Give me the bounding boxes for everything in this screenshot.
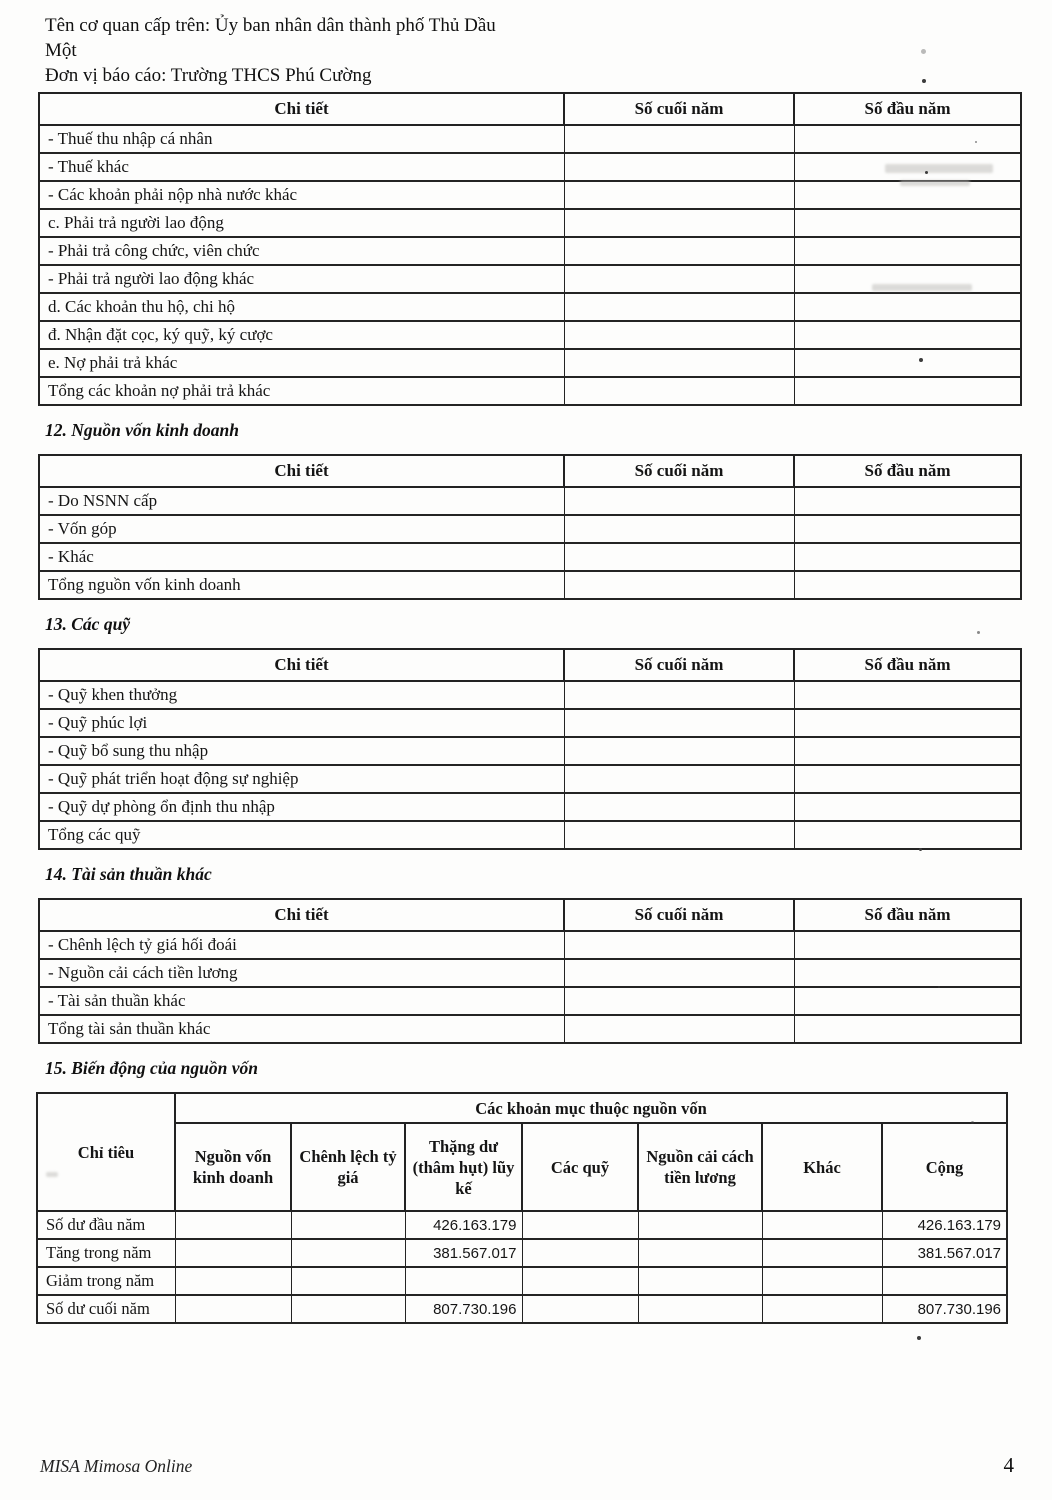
col-header-salary-reform: Nguồn cải cách tiền lương: [638, 1123, 762, 1211]
value-cell: 807.730.196: [405, 1295, 522, 1323]
cell-year-start: [794, 1015, 1021, 1043]
table-row: [39, 821, 1021, 849]
table-row: [37, 1239, 1007, 1267]
row-label: Tổng tài sản thuần khác: [39, 1015, 564, 1043]
scan-artifact: [885, 164, 993, 173]
cell-year-end: [564, 765, 794, 793]
row-label: - Nguồn cải cách tiền lương: [39, 959, 564, 987]
row-label: - Thuế thu nhập cá nhân: [39, 125, 564, 153]
table-row: [39, 987, 1021, 1015]
cell-year-start: [794, 209, 1021, 237]
row-label: d. Các khoản thu hộ, chi hộ: [39, 293, 564, 321]
cell-year-end: [564, 209, 794, 237]
cell-year-start: [794, 681, 1021, 709]
scan-artifact: [921, 49, 926, 54]
col-header-detail: Chi tiết: [39, 93, 564, 125]
cell-year-start: [794, 293, 1021, 321]
cell-year-start: [794, 237, 1021, 265]
cell-year-end: [564, 1015, 794, 1043]
cell-year-end: [564, 293, 794, 321]
table-row: [39, 709, 1021, 737]
table-row: [39, 349, 1021, 377]
superior-agency-line: Tên cơ quan cấp trên: Ủy ban nhân dân thành phố Thủ Dầu: [45, 15, 496, 36]
cell-year-start: [794, 515, 1021, 543]
row-label: - Tài sản thuần khác: [39, 987, 564, 1015]
value-cell: [638, 1267, 762, 1295]
cell-year-end: [564, 377, 794, 405]
scan-artifact: [975, 141, 977, 143]
value-cell: [762, 1295, 882, 1323]
scan-artifact: [971, 1121, 974, 1124]
value-cell: [638, 1295, 762, 1323]
value-cell: [522, 1295, 638, 1323]
cell-year-end: [564, 987, 794, 1015]
col-header-funds: Các quỹ: [522, 1123, 638, 1211]
cell-year-start: [794, 377, 1021, 405]
table-row: [39, 487, 1021, 515]
cell-year-end: [564, 821, 794, 849]
col-header-year-end: Số cuối năm: [564, 93, 794, 125]
col-header-detail: Chi tiết: [39, 649, 564, 681]
table-row: [39, 765, 1021, 793]
table-header-row: [39, 93, 1021, 125]
document-header: [45, 0, 1052, 88]
row-label: Tổng các quỹ: [39, 821, 564, 849]
col-header-year-end: Số cuối năm: [564, 899, 794, 931]
row-label: - Các khoản phải nộp nhà nước khác: [39, 181, 564, 209]
row-label: c. Phải trả người lao động: [39, 209, 564, 237]
col-header-detail: Chi tiết: [39, 899, 564, 931]
col-header-business-capital: Nguồn vốn kinh doanh: [175, 1123, 291, 1211]
value-cell: [291, 1239, 405, 1267]
cell-year-end: [564, 737, 794, 765]
reporting-unit-line: Đơn vị báo cáo: Trường THCS Phú Cường: [45, 65, 372, 86]
row-label: - Quỹ khen thưởng: [39, 681, 564, 709]
section-heading-12: 12. Nguồn vốn kinh doanh: [45, 420, 240, 440]
value-cell: [762, 1211, 882, 1239]
section-heading-13: 13. Các quỹ: [45, 614, 131, 634]
cell-year-end: [564, 515, 794, 543]
cell-year-end: [564, 681, 794, 709]
col-header-capital-items-span: Các khoản mục thuộc nguồn vốn: [175, 1093, 1007, 1123]
value-cell: 807.730.196: [882, 1295, 1007, 1323]
cell-year-end: [564, 153, 794, 181]
scan-artifact: [919, 848, 922, 851]
row-label: - Quỹ bổ sung thu nhập: [39, 737, 564, 765]
row-label: - Quỹ phát triển hoạt động sự nghiệp: [39, 765, 564, 793]
cell-year-end: [564, 349, 794, 377]
cell-year-end: [564, 571, 794, 599]
scan-artifact: [917, 1336, 921, 1340]
table-row: [39, 377, 1021, 405]
scan-artifact: [938, 986, 940, 988]
cell-year-end: [564, 931, 794, 959]
table-row: [37, 1211, 1007, 1239]
cell-year-start: [794, 543, 1021, 571]
table-row: [39, 237, 1021, 265]
cell-year-start: [794, 487, 1021, 515]
value-cell: [762, 1239, 882, 1267]
cell-year-end: [564, 125, 794, 153]
row-label: Tổng nguồn vốn kinh doanh: [39, 571, 564, 599]
cell-year-end: [564, 543, 794, 571]
table-header-row: [39, 455, 1021, 487]
value-cell: [175, 1295, 291, 1323]
value-cell: 381.567.017: [405, 1239, 522, 1267]
value-cell: [638, 1239, 762, 1267]
value-cell: [405, 1267, 522, 1295]
cell-year-end: [564, 321, 794, 349]
col-header-total: Cộng: [882, 1123, 1007, 1211]
col-header-year-start: Số đầu năm: [794, 93, 1021, 125]
movement-header-row-1: [37, 1093, 1007, 1123]
value-cell: [882, 1267, 1007, 1295]
capital-movement-table: [36, 1092, 1008, 1324]
row-label: - Quỹ phúc lợi: [39, 709, 564, 737]
value-cell: 426.163.179: [882, 1211, 1007, 1239]
row-label: - Quỹ dự phòng ổn định thu nhập: [39, 793, 564, 821]
table-row: [39, 1015, 1021, 1043]
value-cell: [175, 1267, 291, 1295]
col-header-criteria: Chỉ tiêu: [37, 1093, 175, 1211]
value-cell: [291, 1295, 405, 1323]
table-row: [39, 543, 1021, 571]
row-label: Tăng trong năm: [37, 1239, 175, 1267]
col-header-accumulated-surplus: Thặng dư (thâm hụt) lũy kế: [405, 1123, 522, 1211]
row-label: - Do NSNN cấp: [39, 487, 564, 515]
col-header-detail: Chi tiết: [39, 455, 564, 487]
col-header-year-end: Số cuối năm: [564, 649, 794, 681]
col-header-other: Khác: [762, 1123, 882, 1211]
col-header-year-start: Số đầu năm: [794, 899, 1021, 931]
cell-year-start: [794, 959, 1021, 987]
cell-year-start: [794, 737, 1021, 765]
scan-artifact: [925, 171, 928, 174]
table-row: [37, 1267, 1007, 1295]
other-net-assets-table: [38, 898, 1022, 1044]
row-label: - Phải trả công chức, viên chức: [39, 237, 564, 265]
funds-table: [38, 648, 1022, 850]
col-header-exchange-diff: Chênh lệch tỷ giá: [291, 1123, 405, 1211]
cell-year-start: [794, 987, 1021, 1015]
value-cell: [175, 1239, 291, 1267]
value-cell: [291, 1267, 405, 1295]
cell-year-end: [564, 487, 794, 515]
movement-header-row-2: [37, 1123, 1007, 1211]
cell-year-end: [564, 265, 794, 293]
table-header-row: [39, 899, 1021, 931]
cell-year-end: [564, 181, 794, 209]
scan-artifact: [922, 79, 926, 83]
cell-year-end: [564, 793, 794, 821]
col-header-year-end: Số cuối năm: [564, 455, 794, 487]
cell-year-start: [794, 321, 1021, 349]
table-row: [39, 125, 1021, 153]
value-cell: 426.163.179: [405, 1211, 522, 1239]
cell-year-start: [794, 931, 1021, 959]
value-cell: 381.567.017: [882, 1239, 1007, 1267]
row-label: - Chênh lệch tỷ giá hối đoái: [39, 931, 564, 959]
table-row: [39, 931, 1021, 959]
row-label: - Vốn góp: [39, 515, 564, 543]
value-cell: [638, 1211, 762, 1239]
row-label: - Phải trả người lao động khác: [39, 265, 564, 293]
row-label: Số dư đầu năm: [37, 1211, 175, 1239]
cell-year-start: [794, 765, 1021, 793]
value-cell: [291, 1211, 405, 1239]
row-label: Số dư cuối năm: [37, 1295, 175, 1323]
value-cell: [522, 1211, 638, 1239]
other-payables-table: [38, 92, 1022, 406]
scan-artifact: [46, 1172, 58, 1177]
cell-year-start: [794, 125, 1021, 153]
cell-year-end: [564, 709, 794, 737]
table-row: [37, 1295, 1007, 1323]
cell-year-start: [794, 571, 1021, 599]
cell-year-end: [564, 959, 794, 987]
table-row: [39, 737, 1021, 765]
value-cell: [175, 1211, 291, 1239]
value-cell: [522, 1239, 638, 1267]
cell-year-end: [564, 237, 794, 265]
table-header-row: [39, 649, 1021, 681]
col-header-year-start: Số đầu năm: [794, 455, 1021, 487]
row-label: đ. Nhận đặt cọc, ký quỹ, ký cược: [39, 321, 564, 349]
table-row: [39, 793, 1021, 821]
cell-year-start: [794, 821, 1021, 849]
scan-artifact: [900, 180, 970, 186]
section-heading-15: 15. Biến động của nguồn vốn: [45, 1058, 258, 1078]
row-label: Tổng các khoản nợ phải trả khác: [39, 377, 564, 405]
row-label: e. Nợ phải trả khác: [39, 349, 564, 377]
table-row: [39, 181, 1021, 209]
cell-year-start: [794, 709, 1021, 737]
table-row: [39, 959, 1021, 987]
scan-artifact: [919, 358, 923, 362]
table-row: [39, 293, 1021, 321]
superior-agency-line-wrap: Một: [45, 40, 77, 61]
table-row: [39, 571, 1021, 599]
cell-year-start: [794, 349, 1021, 377]
col-header-year-start: Số đầu năm: [794, 649, 1021, 681]
row-label: - Thuế khác: [39, 153, 564, 181]
row-label: Giảm trong năm: [37, 1267, 175, 1295]
table-row: [39, 321, 1021, 349]
scan-artifact: [872, 284, 972, 291]
table-row: [39, 515, 1021, 543]
scan-artifact: [977, 631, 980, 634]
section-heading-14: 14. Tài sản thuần khác: [45, 864, 212, 884]
software-brand: MISA Mimosa Online: [40, 1456, 193, 1476]
cell-year-start: [794, 793, 1021, 821]
business-capital-table: [38, 454, 1022, 600]
page-footer: [40, 1453, 1014, 1478]
value-cell: [522, 1267, 638, 1295]
row-label: - Khác: [39, 543, 564, 571]
page-number: 4: [1003, 1453, 1014, 1477]
table-row: [39, 153, 1021, 181]
table-row: [39, 209, 1021, 237]
table-row: [39, 681, 1021, 709]
value-cell: [762, 1267, 882, 1295]
